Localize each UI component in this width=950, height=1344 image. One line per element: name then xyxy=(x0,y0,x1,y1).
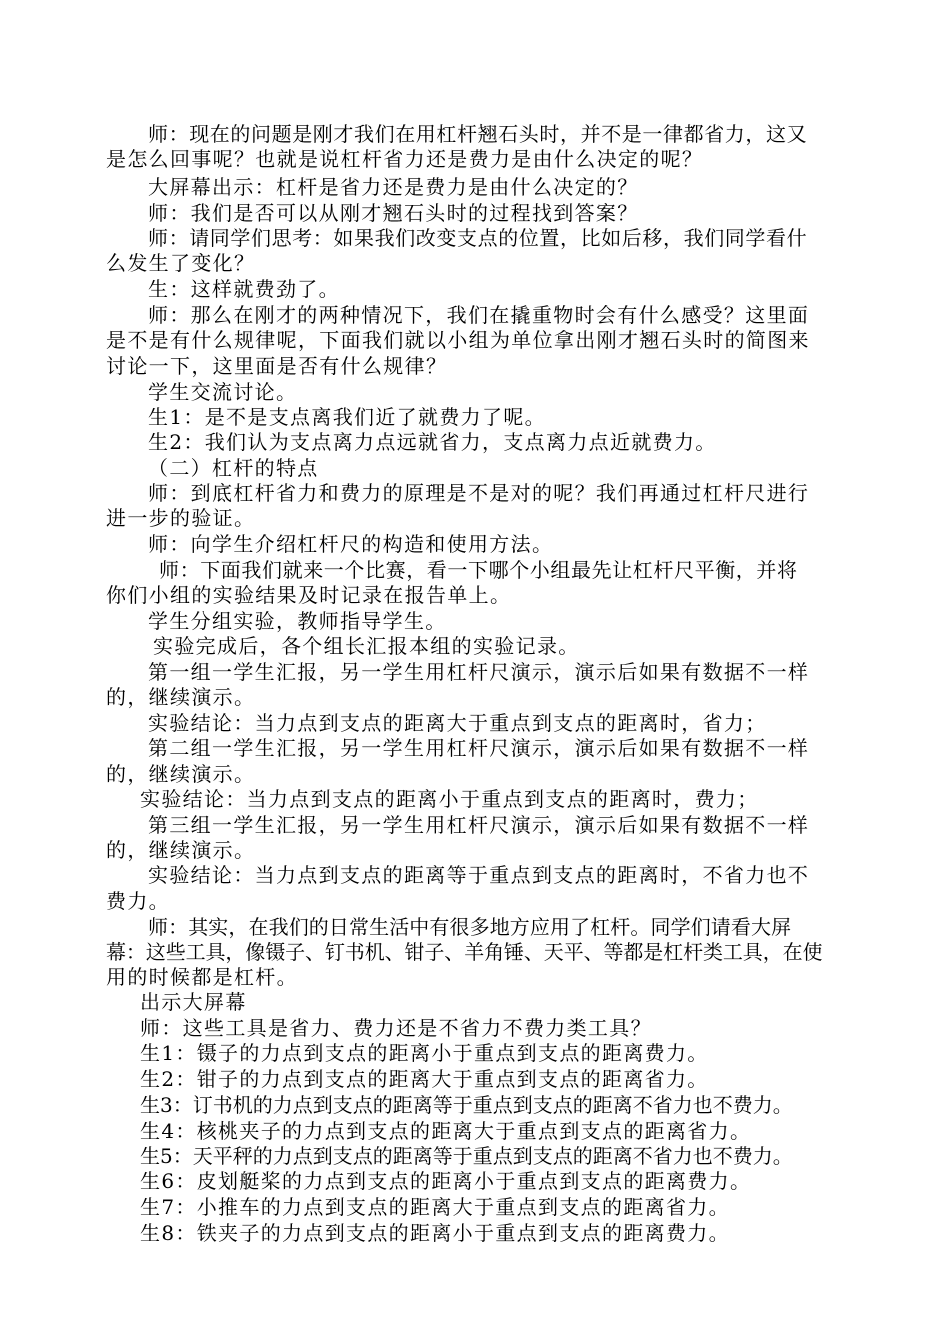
text-line: 是不是有什么规律呢，下面我们就以小组为单位拿出刚才翘石头时的简图来 xyxy=(106,328,810,352)
text-line: 生7：小推车的力点到支点的距离大于重点到支点的距离省力。 xyxy=(140,1195,730,1219)
text-line: 讨论一下，这里面是否有什么规律？ xyxy=(106,354,448,378)
text-line: 学生分组实验，教师指导学生。 xyxy=(148,609,447,633)
text-line: 生2：钳子的力点到支点的距离大于重点到支点的距离省力。 xyxy=(140,1067,709,1091)
text-line: 生：这样就费劲了。 xyxy=(148,277,340,301)
text-line: 的，继续演示。 xyxy=(106,685,256,709)
text-line: 师：这些工具是省力、费力还是不省力不费力类工具？ xyxy=(140,1016,652,1040)
text-line: 的，继续演示。 xyxy=(106,838,256,862)
text-line: 学生交流讨论。 xyxy=(148,380,298,404)
section-heading: （二）杠杆的特点 xyxy=(148,456,319,480)
text-line: 是怎么回事呢？也就是说杠杆省力还是费力是由什么决定的呢？ xyxy=(106,147,704,171)
text-line: 师：那么在刚才的两种情况下，我们在撬重物时会有什么感受？这里面 xyxy=(148,303,810,327)
text-line: 师：我们是否可以从刚才翘石头时的过程找到答案？ xyxy=(148,201,639,225)
text-line: 第三组一学生汇报，另一学生用杠杆尺演示，演示后如果有数据不一样 xyxy=(148,813,810,837)
text-line: 实验完成后，各个组长汇报本组的实验记录。 xyxy=(153,634,580,658)
text-line: 生4：核桃夹子的力点到支点的距离大于重点到支点的距离省力。 xyxy=(140,1119,752,1143)
text-line: 师：到底杠杆省力和费力的原理是不是对的呢？我们再通过杠杆尺进行 xyxy=(148,481,810,505)
text-line: 生1：镊子的力点到支点的距离小于重点到支点的距离费力。 xyxy=(140,1041,709,1065)
text-line: 实验结论：当力点到支点的距离等于重点到支点的距离时，不省力也不 xyxy=(148,863,810,887)
text-line: 第一组一学生汇报，另一学生用杠杆尺演示，演示后如果有数据不一样 xyxy=(148,660,810,684)
text-line: 师：向学生介绍杠杆尺的构造和使用方法。 xyxy=(148,532,554,556)
text-line: 生5：天平秤的力点到支点的距离等于重点到支点的距离不省力也不费力。 xyxy=(140,1144,793,1168)
text-line: 生6：皮划艇桨的力点到支点的距离小于重点到支点的距离费力。 xyxy=(140,1169,752,1193)
text-line: 的，继续演示。 xyxy=(106,762,256,786)
text-line: 费力。 xyxy=(106,889,170,913)
text-line: 实验结论：当力点到支点的距离小于重点到支点的距离时，费力； xyxy=(140,787,759,811)
text-line: 生1：是不是支点离我们近了就费力了呢。 xyxy=(148,405,546,429)
text-line: 师：下面我们就来一个比赛，看一下哪个小组最先让杠杆尺平衡，并将 xyxy=(159,558,798,582)
text-line: 第二组一学生汇报，另一学生用杠杆尺演示，演示后如果有数据不一样 xyxy=(148,736,810,760)
text-line: 用的时候都是杠杆。 xyxy=(106,965,298,989)
text-line: 大屏幕出示：杠杆是省力还是费力是由什么决定的？ xyxy=(148,175,639,199)
text-line: 进一步的验证。 xyxy=(106,506,256,530)
text-line: 生8：铁夹子的力点到支点的距离小于重点到支点的距离费力。 xyxy=(140,1221,730,1245)
text-line: 师：其实，在我们的日常生活中有很多地方应用了杠杆。同学们请看大屏 xyxy=(148,915,792,939)
text-line: 出示大屏幕 xyxy=(140,990,247,1014)
text-line: 生3：订书机的力点到支点的距离等于重点到支点的距离不省力也不费力。 xyxy=(140,1093,793,1117)
text-line: 生2：我们认为支点离力点远就省力，支点离力点近就费力。 xyxy=(148,430,717,454)
text-line: 师：现在的问题是刚才我们在用杠杆翘石头时，并不是一律都省力，这又 xyxy=(148,122,808,146)
text-line: 么发生了变化？ xyxy=(106,251,256,275)
text-line: 实验结论：当力点到支点的距离大于重点到支点的距离时，省力； xyxy=(148,711,767,735)
text-line: 你们小组的实验结果及时记录在报告单上。 xyxy=(106,583,512,607)
text-line: 师：请同学们思考：如果我们改变支点的位置，比如后移，我们同学看什 xyxy=(148,226,808,250)
text-line: 幕：这些工具，像镊子、钉书机、钳子、羊角锤、天平、等都是杠杆类工具，在使 xyxy=(106,940,823,964)
